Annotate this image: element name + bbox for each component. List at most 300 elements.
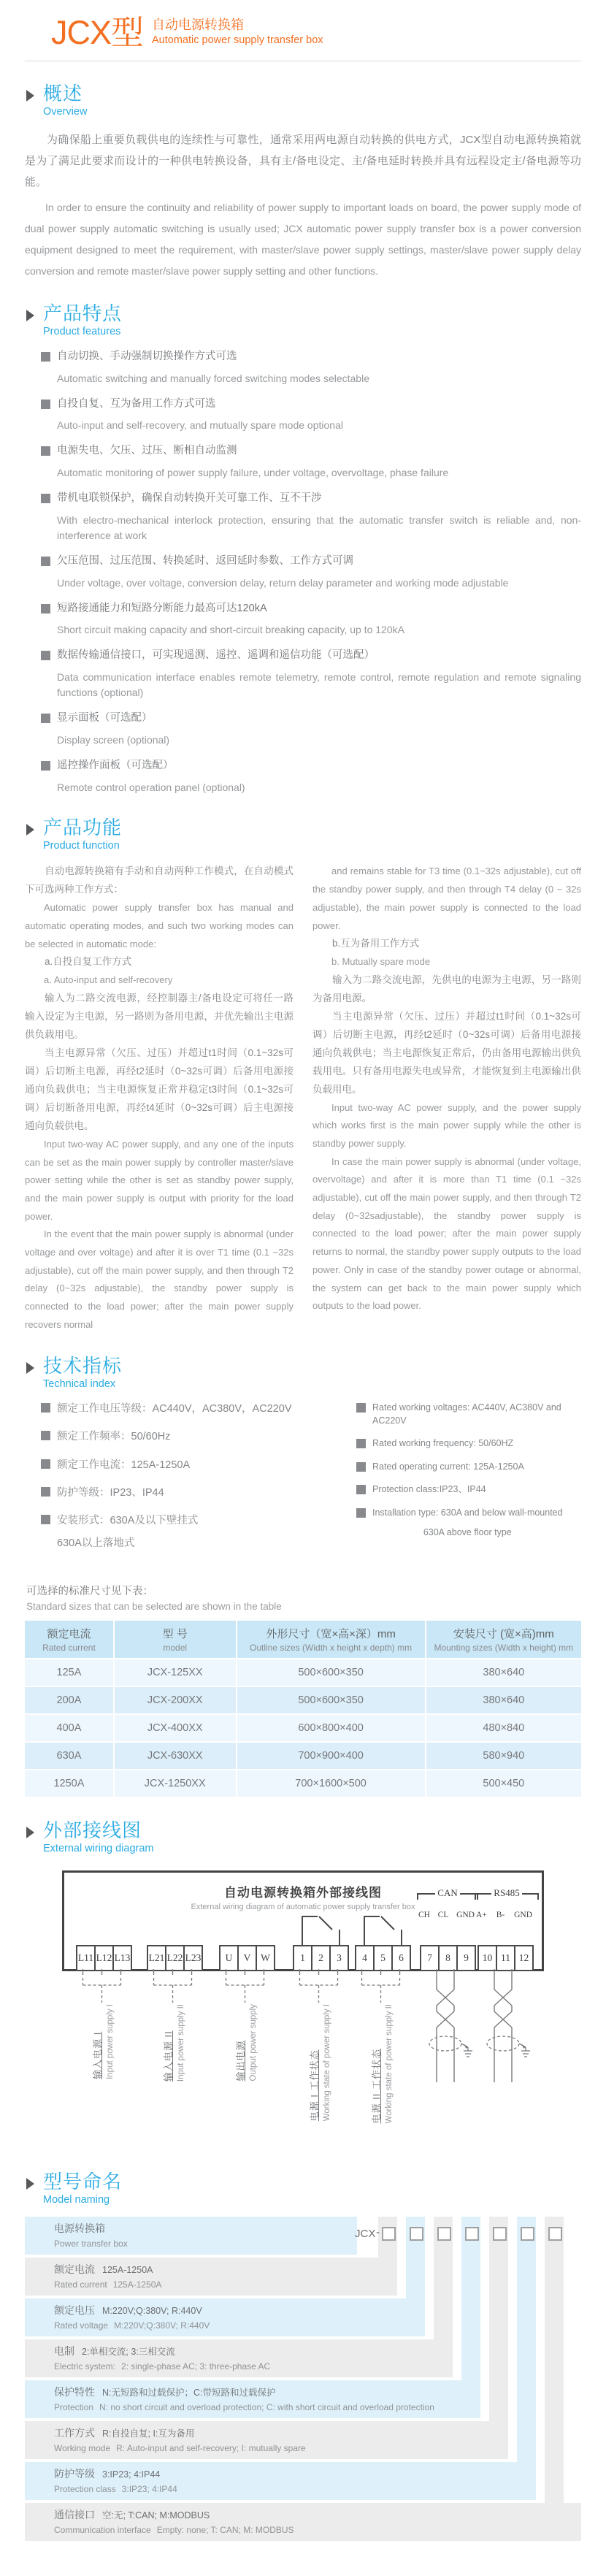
feature-zh-text: 数据传输通信接口，可实现遥测、遥控、遥调和遥信功能（可选配） <box>57 649 375 662</box>
function-paragraph-en: In the event that the main power supply is abnormal (under voltage and over voltage) and after it is over T1 time (0.1 ~32s adjustable), cut off the main power supply, and then through T2 delay (0~32s adjustable), the standby power supply is connected to the load power; after the main power supply recovers normal <box>25 1228 294 1330</box>
naming-strip <box>545 2217 564 2541</box>
naming-row-zh-value: 125A-1250A <box>102 2265 153 2276</box>
legend-column <box>353 1969 409 2144</box>
wiring-diagram <box>62 1870 544 2149</box>
wiring-group-label-en: Output power supply <box>248 2003 258 2082</box>
feature-zh-text: 短路接通能力和短路分断能力最高可达120kA <box>57 602 267 614</box>
feature-text-zh <box>41 648 581 664</box>
table-cell: 500×600×350 <box>237 1686 426 1714</box>
legend-column <box>291 1969 347 2144</box>
technical-columns <box>41 1402 581 1564</box>
table-cell: 125A <box>25 1659 114 1686</box>
wiring-group-label <box>90 2004 115 2079</box>
square-bullet-icon <box>41 557 50 566</box>
product-model-title: JCX型 <box>51 14 144 51</box>
naming-row-en <box>54 2361 453 2371</box>
technical-item-en <box>356 1507 581 1540</box>
naming-title-en: Model naming <box>43 2193 110 2206</box>
technical-title-en: Technical index <box>43 1378 116 1391</box>
technical-text <box>57 1402 292 1416</box>
square-bullet-icon <box>356 1439 366 1448</box>
square-bullet-icon <box>41 494 50 503</box>
technical-text <box>57 1429 171 1444</box>
product-subtitle-en: Automatic power supply transfer box <box>152 34 323 46</box>
section-function-header <box>26 817 581 853</box>
bus-pin-label: B- <box>496 1910 505 1919</box>
square-bullet-icon <box>41 714 50 723</box>
feature-text-zh <box>41 554 581 570</box>
section-arrow-icon <box>26 90 34 102</box>
function-paragraph-zh: 当主电源异常（欠压、过压）并超过t1时间（0.1~32s可调）后切断主电源，再经t2延时（0~32s可调）后备用电源接通向负载供电；当主电源恢复正常并稳定t3时间（0.1~32s可调）后切断备用电源，再经t4延时（0~32s可调）后主电源接通向负载供电。 <box>25 1047 294 1131</box>
section-features-titles <box>43 303 122 339</box>
section-arrow-icon <box>26 310 34 321</box>
terminal-cell: 9 <box>456 1945 476 1971</box>
can-pin-labels <box>418 1911 475 1919</box>
naming-row-zh <box>54 2426 508 2440</box>
function-paragraph-en: In case the main power supply is abnormal (under voltage, overvoltage) and after it is more than T1 time (0.1 ~32s adjustable), cut off the main power supply, and then through T2 delay (0~32sadjustable), the standby power supply is connected to the load power; after the main power supply returns to normal, the standby power supply outputs to the load power. Only in case of the standby power outage or abnormal, the system can get back to the main power supply which outputs to the load power. <box>312 1155 581 1312</box>
wiring-group-label <box>369 2004 394 2123</box>
function-paragraph-en: Input two-way AC power supply, and the power supply which works first is the main power supply while the other is standby power supply. <box>312 1101 581 1150</box>
function-title-zh: 产品功能 <box>43 816 123 838</box>
section-overview-titles <box>43 83 87 119</box>
terminal-cell: L12 <box>94 1945 114 1971</box>
technical-main-text: Protection class:IP23、IP44 <box>372 1484 486 1495</box>
naming-row-zh <box>54 2507 581 2522</box>
technical-item-en <box>356 1483 581 1497</box>
table-cell: 700×1600×500 <box>237 1770 426 1797</box>
naming-row-en-label: Working mode <box>54 2443 111 2454</box>
naming-row-zh-value: M:220V;Q:380V; R:440V <box>102 2306 202 2317</box>
function-paragraph-en: Automatic power supply transfer box has manual and automatic operating modes, and such two working modes can be selected in automatic mode: <box>25 902 294 949</box>
technical-main-text: 额定工作电流：125A-1250A <box>57 1459 191 1471</box>
technical-item-zh <box>41 1513 339 1551</box>
sizes-table-column-header <box>114 1621 237 1659</box>
naming-row-en-label: Rated voltage <box>54 2320 109 2331</box>
naming-row-zh-value: 2:单相交流; 3:三相交流 <box>82 2347 175 2358</box>
wiring-group-label-zh: 电源 I 工作状态 <box>308 2049 320 2121</box>
naming-prefix: JCX <box>355 2228 376 2241</box>
dashed-connector-icon <box>291 1969 347 2003</box>
naming-row-en <box>54 2320 425 2331</box>
terminal-cell: 11 <box>496 1945 515 1971</box>
feature-text-zh <box>41 758 581 774</box>
feature-zh-text: 显示面板（可选配） <box>57 712 153 725</box>
sizes-note-zh: 可选择的标准尺寸见下表： <box>26 1585 153 1597</box>
technical-column-en <box>356 1402 581 1564</box>
feature-item <box>41 443 581 481</box>
square-bullet-icon <box>41 1431 50 1440</box>
section-naming-header <box>26 2171 581 2207</box>
naming-row-zh <box>54 2385 480 2399</box>
function-paragraph-zh: b.互为备用工作方式 <box>332 938 420 949</box>
rs485-pin-labels <box>476 1911 532 1919</box>
column-header-en: model <box>163 1642 188 1653</box>
terminal-cell: U <box>219 1945 239 1971</box>
technical-item-en <box>356 1402 581 1427</box>
feature-text-zh <box>41 491 581 507</box>
technical-sub-text: 630A以上落地式 <box>57 1537 135 1549</box>
column-header-en: Outline sizes (Width x height x depth) mm <box>250 1642 413 1653</box>
function-paragraph-zh: 输入为二路交流电源，先供电的电源为主电源，另一路则为备用电源。 <box>312 974 581 1004</box>
function-columns <box>25 863 581 1334</box>
bus-pin-label: GND <box>456 1910 475 1919</box>
naming-row-zh-label: 额定电流 <box>54 2263 95 2276</box>
wiring-group-label-en: Working state of power supply I <box>322 2003 331 2121</box>
feature-zh-text: 带机电联锁保护，确保自动转换开关可靠工作、互不干涉 <box>57 492 322 505</box>
terminal-cell: 1 <box>293 1945 312 1971</box>
table-cell: 380×640 <box>426 1659 581 1686</box>
wiring-group-label-zh: 电源 II 工作状态 <box>370 2048 382 2124</box>
section-naming-titles <box>43 2171 122 2207</box>
naming-row-en <box>54 2443 508 2453</box>
twisted-pair-shield-icon <box>418 1969 474 2086</box>
function-title-en: Product function <box>43 839 120 852</box>
table-cell: 600×800×400 <box>237 1714 426 1742</box>
feature-item <box>41 397 581 434</box>
naming-title-zh: 型号命名 <box>43 2170 123 2193</box>
square-bullet-icon <box>41 446 50 456</box>
feature-text-zh <box>41 349 581 365</box>
section-arrow-icon <box>26 824 34 836</box>
column-header-zh: 型 号 <box>162 1627 188 1640</box>
technical-text <box>372 1461 524 1474</box>
naming-row-en <box>54 2239 357 2249</box>
sizes-table-column-header <box>25 1621 114 1659</box>
model-naming-ladder <box>25 2217 581 2547</box>
can-bus-bracket <box>417 1887 478 1903</box>
overview-title-en: Overview <box>43 105 88 118</box>
square-bullet-icon <box>356 1462 366 1472</box>
feature-text-en: Short circuit making capacity and short-circuit breaking capacity, up to 120kA <box>57 624 404 636</box>
section-overview-header <box>26 83 581 119</box>
terminal-cell: L13 <box>112 1945 132 1971</box>
table-cell: 700×900×400 <box>237 1742 426 1770</box>
dashed-connector-icon <box>74 1969 130 2003</box>
feature-text-en: Auto-input and self-recovery, and mutually spare mode optional <box>57 419 343 432</box>
square-bullet-icon <box>41 651 50 660</box>
naming-row-en-value: N: no short circuit and overload protection; C: with short circuit and overload protection <box>99 2402 434 2413</box>
naming-code-box <box>465 2227 479 2241</box>
function-paragraph-en: b. Mutually spare mode <box>331 956 431 968</box>
function-paragraph-zh: a.自投自复工作方式 <box>45 956 132 968</box>
naming-row-zh <box>54 2344 453 2358</box>
terminal-cell: 10 <box>477 1945 497 1971</box>
bus-pin-label: GND <box>514 1910 532 1919</box>
overview-title-zh: 概述 <box>43 83 83 104</box>
naming-row-en-value: R: Auto-input and self-recovery; I: mutually spare <box>116 2443 306 2454</box>
function-paragraph-zh: 自动电源转换箱有手动和自动两种工作模式，在自动模式下可选两种工作方式： <box>25 865 294 895</box>
feature-text-en: Under voltage, over voltage, conversion delay, return delay parameter and working mode adjustable <box>57 576 509 589</box>
section-function-titles <box>43 817 122 853</box>
legend-column <box>475 1969 532 2144</box>
table-row <box>25 1714 581 1742</box>
features-title-zh: 产品特点 <box>43 302 123 325</box>
technical-main-text: Rated working frequency: 50/60HZ <box>372 1438 514 1449</box>
table-cell: 630A <box>25 1742 114 1770</box>
wiring-legend-row <box>74 1969 532 2144</box>
naming-row-zh-value: 3:IP23; 4:IP44 <box>102 2469 161 2480</box>
overview-paragraph-en: In order to ensure the continuity and reliability of power supply to important loads on board, the power supply mode of dual power supply automatic switching is usually used; JCX automatic power supply transfer box is a power conversion equipment designed to meet the requirement, with master/slave power supply settings, master/slave power supply delay conversion and remote master/slave power supply setting and other functions. <box>25 202 581 277</box>
naming-row-en <box>54 2402 480 2412</box>
naming-strip <box>517 2217 536 2500</box>
table-cell: JCX-125XX <box>114 1659 237 1686</box>
square-bullet-icon <box>356 1403 366 1413</box>
naming-row-en-label: Protection class <box>54 2484 116 2495</box>
wiring-diagram-box <box>62 1870 544 1971</box>
section-features-header <box>26 303 581 339</box>
wiring-group-label-zh: 输入电源 II <box>162 2030 174 2082</box>
technical-text <box>57 1486 164 1500</box>
technical-sub-text: 630A above floor type <box>423 1527 512 1538</box>
wiring-group-label-en: Input power supply II <box>176 2003 185 2082</box>
feature-text-en: With electro-mechanical interlock protection, ensuring that the automatic transfer switch is reliable and, non-interference at work <box>57 513 581 541</box>
wiring-group-label <box>307 2004 331 2121</box>
technical-main-text: Rated working voltages: AC440V, AC380V and AC220V <box>372 1402 561 1426</box>
naming-row-zh-label: 电制 <box>54 2345 74 2358</box>
naming-row-zh-label: 保护特性 <box>54 2386 95 2399</box>
naming-row <box>25 2462 536 2500</box>
terminal-cell: 8 <box>438 1945 458 1971</box>
rs485-bus-label: RS485 <box>494 1887 520 1898</box>
table-cell: 500×600×350 <box>237 1659 426 1686</box>
standard-sizes-table <box>25 1621 581 1798</box>
naming-row-zh <box>54 2303 425 2317</box>
terminal-cell: 12 <box>514 1945 534 1971</box>
product-subtitle <box>152 16 323 47</box>
naming-row-en-label: Communication interface <box>54 2525 151 2536</box>
square-bullet-icon <box>356 1508 366 1518</box>
twisted-pair-shield-icon <box>475 1969 532 2086</box>
feature-zh-text: 电源失电、欠压、过压、断相自动监测 <box>57 445 237 457</box>
square-bullet-icon <box>41 1515 50 1524</box>
sizes-table-header-row <box>25 1621 581 1659</box>
terminal-row <box>76 1945 534 1971</box>
feature-text-zh <box>41 711 581 727</box>
table-cell: 200A <box>25 1686 114 1714</box>
bus-pin-label: CL <box>437 1910 449 1919</box>
feature-text-en: Automatic switching and manually forced switching modes selectable <box>57 372 369 384</box>
table-cell: 1250A <box>25 1770 114 1797</box>
wiring-group-label-en: Input power supply I <box>105 2003 115 2079</box>
section-wiring-header <box>26 1820 581 1856</box>
technical-main-text: Rated operating current: 125A-1250A <box>372 1461 524 1472</box>
terminal-cell: 3 <box>329 1945 349 1971</box>
terminal-group <box>293 1945 349 1971</box>
dashed-connector-icon <box>353 1969 409 2003</box>
terminal-cell: W <box>256 1945 275 1971</box>
technical-item-en <box>356 1437 581 1451</box>
naming-row-zh-value: R:自投自复; I:互为备用 <box>102 2428 195 2439</box>
column-header-zh: 安装尺寸 (宽×高)mm <box>453 1627 554 1640</box>
terminal-cell: 6 <box>391 1945 411 1971</box>
naming-code-box <box>410 2227 423 2241</box>
square-bullet-icon <box>41 761 50 771</box>
sizes-table-body <box>25 1659 581 1797</box>
technical-main-text: 防护等级：IP23、IP44 <box>57 1487 164 1499</box>
wiring-group-label <box>233 2004 258 2081</box>
wiring-group-label <box>161 2004 185 2082</box>
terminal-cell: 4 <box>355 1945 375 1971</box>
terminal-cell: L11 <box>76 1945 96 1971</box>
rs485-bus-bracket <box>475 1887 539 1903</box>
feature-text-zh <box>41 397 581 413</box>
square-bullet-icon <box>41 604 50 614</box>
dashed-connector-icon <box>145 1969 201 2003</box>
can-bus-label: CAN <box>437 1887 458 1898</box>
column-header-en: Mounting sizes (Width x height) mm <box>434 1642 574 1653</box>
terminal-cell: 7 <box>420 1945 440 1971</box>
terminal-group <box>477 1945 534 1971</box>
function-paragraph-zh: 当主电源异常（欠压、过压）并超过t1时间（0.1~32s可调）后切断主电源，再经t2延时（0~32s可调）后备用电源接通向负载供电；当主电源恢复正常后，仍由备用电源输出供负载用电。只有备用电源失电或异常，才能恢复到主电源输出供负载用电。 <box>312 1010 581 1095</box>
technical-main-text: 安装形式：630A及以下壁挂式 <box>57 1515 199 1527</box>
bus-pin-label: CH <box>418 1910 430 1919</box>
feature-text-en: Remote control operation panel (optional) <box>57 781 245 793</box>
function-paragraph-en: a. Auto-input and self-recovery <box>44 974 173 986</box>
naming-row-zh-label: 防护等级 <box>54 2468 95 2480</box>
naming-row-en-label: Rated current <box>54 2279 107 2290</box>
table-cell: 400A <box>25 1714 114 1742</box>
naming-row-zh-value: N:无短路和过载保护；C:带短路和过载保护 <box>102 2388 276 2399</box>
technical-main-text: 额定工作频率：50/60Hz <box>57 1431 171 1443</box>
naming-row <box>25 2503 581 2541</box>
wiring-box-title-zh: 自动电源转换箱外部接线图 <box>224 1885 382 1900</box>
naming-row-zh-value: 空:无; T:CAN; M:MODBUS <box>102 2510 210 2521</box>
sizes-table-column-header <box>237 1621 426 1659</box>
sizes-table-column-header <box>426 1621 581 1659</box>
legend-column <box>74 1969 130 2144</box>
wiring-group-label-en: Working state of power supply II <box>384 2003 394 2124</box>
naming-row-en <box>54 2525 581 2535</box>
naming-row-zh <box>54 2262 397 2277</box>
wiring-group-label-zh: 输入电源 I <box>91 2031 103 2079</box>
naming-code-box <box>521 2227 534 2241</box>
terminal-cell: V <box>237 1945 257 1971</box>
table-row <box>25 1686 581 1714</box>
naming-row-zh-label: 工作方式 <box>54 2427 95 2439</box>
naming-code-box <box>437 2227 451 2241</box>
column-header-en: Rated current <box>42 1642 96 1653</box>
feature-text-en: Automatic monitoring of power supply failure, under voltage, overvoltage, phase failure <box>57 467 449 479</box>
naming-row-zh <box>54 2221 357 2236</box>
square-bullet-icon <box>41 1403 50 1413</box>
naming-row <box>25 2217 357 2255</box>
table-cell: JCX-630XX <box>114 1742 237 1770</box>
terminal-cell: 2 <box>311 1945 331 1971</box>
technical-text <box>57 1513 198 1551</box>
feature-item <box>41 349 581 386</box>
table-cell: 580×940 <box>426 1742 581 1770</box>
wiring-title-en: External wiring diagram <box>43 1842 154 1854</box>
naming-row-en-label: Power transfer box <box>54 2239 128 2250</box>
technical-item-zh <box>41 1402 339 1416</box>
naming-code-box <box>382 2227 396 2241</box>
naming-row-zh <box>54 2466 536 2481</box>
terminal-group <box>147 1945 203 1971</box>
column-header-zh: 额定电流 <box>47 1627 91 1640</box>
naming-row-en-label: Electric system: <box>54 2361 116 2372</box>
naming-row-en <box>54 2484 536 2494</box>
technical-item-zh <box>41 1458 339 1472</box>
naming-row <box>25 2258 397 2296</box>
terminal-group <box>420 1945 476 1971</box>
feature-item <box>41 711 581 748</box>
table-row <box>25 1659 581 1686</box>
feature-zh-text: 欠压范围、过压范围、转换延时、返回延时参数、工作方式可调 <box>57 554 353 567</box>
square-bullet-icon <box>41 1459 50 1469</box>
technical-text <box>372 1483 486 1497</box>
feature-text-en: Display screen (optional) <box>57 733 170 746</box>
terminal-cell: L23 <box>183 1945 203 1971</box>
technical-item-zh <box>41 1486 339 1500</box>
feature-zh-text: 遥控操作面板（可选配） <box>57 759 174 771</box>
wiring-box-title-en: External wiring diagram of automatic power supply transfer box <box>191 1902 415 1911</box>
terminal-group <box>76 1945 132 1971</box>
naming-separator: - <box>376 2226 380 2239</box>
technical-main-text: Installation type: 630A and below wall-mounted <box>372 1507 563 1518</box>
section-technical-titles <box>43 1356 122 1391</box>
feature-text-zh <box>41 443 581 459</box>
legend-column <box>418 1969 474 2144</box>
function-column-right <box>312 863 581 1334</box>
sizes-note-en: Standard sizes that can be selected are shown in the table <box>26 1600 282 1612</box>
terminal-cell: L21 <box>147 1945 166 1971</box>
features-list <box>25 349 581 795</box>
naming-row-zh-label: 电源转换箱 <box>54 2223 105 2235</box>
table-cell: 480×840 <box>426 1714 581 1742</box>
table-cell: JCX-200XX <box>114 1686 237 1714</box>
technical-item-en <box>356 1461 581 1474</box>
technical-text <box>372 1437 513 1451</box>
technical-text <box>372 1402 581 1427</box>
legend-column <box>145 1969 201 2144</box>
naming-row-en-value: 125A-1250A <box>112 2279 162 2290</box>
product-subtitle-zh: 自动电源转换箱 <box>152 18 245 32</box>
column-header-zh: 外形尺寸（宽×高×深）mm <box>266 1627 396 1640</box>
naming-row-zh-label: 通信接口 <box>54 2509 95 2521</box>
table-row <box>25 1770 581 1797</box>
naming-row-en-value: 3:IP23; 4:IP44 <box>121 2484 177 2495</box>
section-technical-header <box>26 1356 581 1391</box>
square-bullet-icon <box>41 400 50 409</box>
table-cell: JCX-400XX <box>114 1714 237 1742</box>
overview-paragraph-zh: 为确保船上重要负载供电的连续性与可靠性，通常采用两电源自动转换的供电方式，JCX型自动电源转换箱就是为了满足此要求而设计的一种供电转换设备，具有主/备电设定、主/备电延时转换并具有远程设定主/备电源等功能。 <box>25 133 581 189</box>
technical-column-zh <box>41 1402 339 1564</box>
feature-text-zh <box>41 601 581 617</box>
features-title-en: Product features <box>43 326 121 338</box>
terminal-group <box>219 1945 275 1971</box>
terminal-cell: L22 <box>165 1945 185 1971</box>
naming-row-en-value: 2: single-phase AC; 3: three-phase AC <box>121 2361 271 2372</box>
section-arrow-icon <box>26 1362 34 1374</box>
feature-text-en: Data communication interface enables remote telemetry, remote control, remote regulation and remote signaling functions (optional) <box>57 671 581 699</box>
sizes-table-head <box>25 1621 581 1659</box>
table-cell: JCX-1250XX <box>114 1770 237 1797</box>
table-cell: 500×450 <box>426 1770 581 1797</box>
table-row <box>25 1742 581 1770</box>
technical-title-zh: 技术指标 <box>43 1355 123 1377</box>
table-cell: 380×640 <box>426 1686 581 1714</box>
feature-item <box>41 648 581 700</box>
dashed-connector-icon <box>217 1969 273 2003</box>
square-bullet-icon <box>41 1487 50 1497</box>
terminal-group <box>355 1945 411 1971</box>
terminal-cell: 5 <box>373 1945 393 1971</box>
section-arrow-icon <box>26 1827 34 1838</box>
function-paragraph-en: Input two-way AC power supply, and any one of the inputs can be set as the main power supply by controller master/slave power setting while the other is set as standby power supply, and the main power supply is output with priority for the load power. <box>25 1138 294 1222</box>
feature-item <box>41 491 581 543</box>
legend-column <box>217 1969 273 2144</box>
feature-item <box>41 554 581 591</box>
